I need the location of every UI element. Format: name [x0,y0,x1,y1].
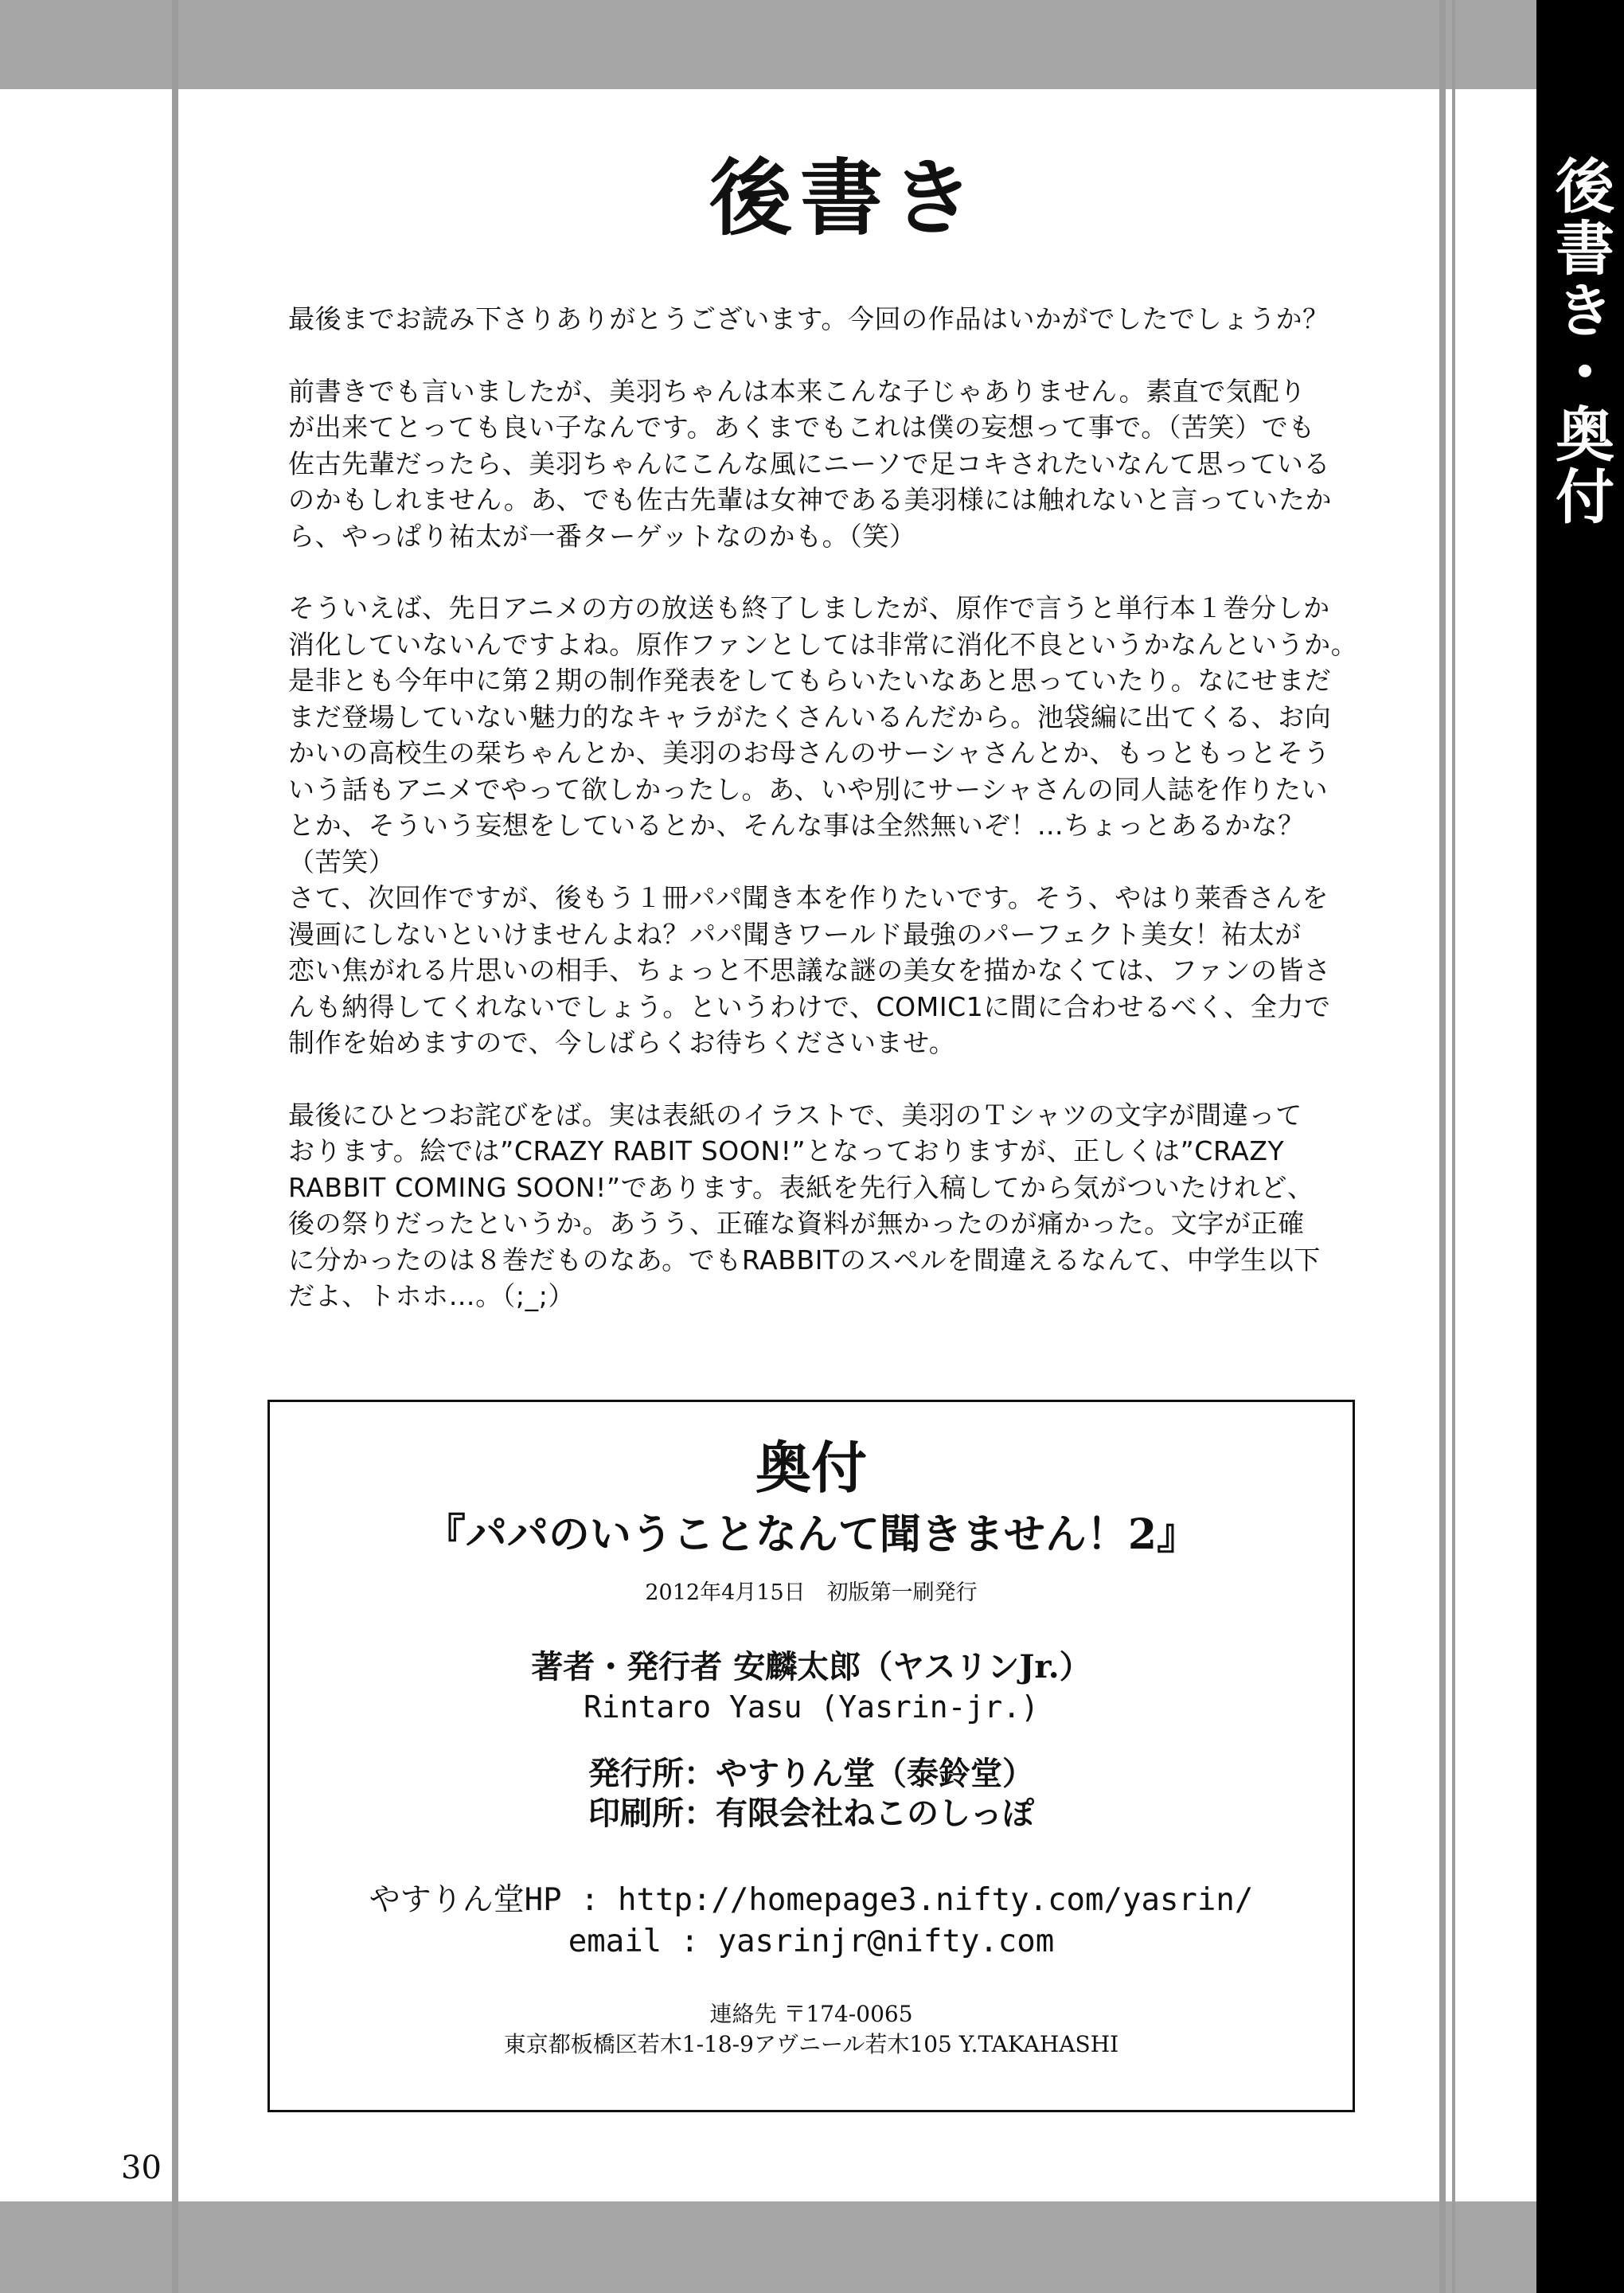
printer-line: 印刷所：有限会社ねこのしっぽ [588,1795,1034,1832]
text-line: おります。絵では”CRAZY RABIT SOON!”となっておりますが、正しくは”CRAZY [288,1135,1285,1166]
colophon-heading: 奥付 [755,1435,867,1501]
afterword-title: 後書き [709,150,982,247]
afterword-paragraph [288,301,1329,338]
afterword-paragraph [288,373,1333,555]
right-margin-rule-outer [1452,0,1455,2293]
address-line: 東京都板橋区若木1-18-9アヴニール若木105 Y.TAKAHASHI [503,2031,1119,2057]
publisher-line: 発行所：やすりん堂（泰鈴堂） [588,1755,1034,1792]
text-line: 是非とも今年中に第２期の制作発表をしてもらいたいなあと思っていたり。なにせまだ [288,665,1332,696]
text-line: そういえば、先日アニメの方の放送も終了しましたが、原作で言うと単行本１巻分しか [288,592,1330,623]
text-line: とか、そういう妄想をしているとか、そんな事は全然無いぞ！…ちょっとあるかな？ [288,810,1305,841]
text-line: かいの高校生の栞ちゃんとか、美羽のお母さんのサーシャさんとか、もっともっとそう [288,737,1331,768]
text-line: 最後までお読み下さりありがとうございます。今回の作品はいかがでしたでしょうか？ [288,303,1329,334]
author-romaji: Rintaro Yasu (Yasrin-jr.) [584,1689,1039,1725]
text-line: 制作を始めますので、今しばらくお待ちくださいませ。 [288,1027,956,1058]
text-line: 恋い焦がれる片思いの相手、ちょっと不思議な謎の美女を描かなくては、ファンの皆さ [288,955,1331,986]
colophon-box [267,1400,1355,2112]
text-line: んも納得してくれないでしょう。というわけで、COMIC1に間に合わせるべく、全力で [288,990,1331,1022]
text-line: だよ、トホホ…。（;_;） [288,1280,576,1311]
page-number: 30 [121,2150,162,2186]
book-title: 『パパのいうことなんて聞きません！2』 [424,1510,1199,1559]
afterword-body [288,301,1358,1350]
text-line: 前書きでも言いましたが、美羽ちゃんは本来こんな子じゃありません。素直で気配り [288,375,1306,407]
text-line: 消化していないんですよね。原作ファンとしては非常に消化不良というかなんというか。 [288,628,1358,660]
afterword-paragraph [288,880,1331,1061]
text-line: に分かったのは８巻だものなあ。でもRABBITのスペルを間違えるなんて、中学生以下 [288,1244,1321,1275]
publication-date: 2012年4月15日 初版第一刷発行 [645,1580,978,1605]
text-line: 最後にひとつお詫びをば。実は表紙のイラストで、美羽のＴシャツの文字が間違って [288,1099,1302,1131]
text-line: （苦笑） [288,846,396,877]
side-tab [1536,0,1624,2293]
right-margin-rule-inner [1439,0,1446,2293]
homepage-line: やすりん堂HP : http://homepage3.nifty.com/yasrin/ [369,1882,1254,1918]
side-tab-label: 後書き・奥付 [1546,155,1614,528]
text-line: 漫画にしないといけませんよね？パパ聞きワールド最強のパーフェクト美女！祐太が [288,918,1302,950]
author-line: 著者・発行者 安麟太郎（ヤスリンJr.） [531,1648,1091,1686]
text-line: 佐古先輩だったら、美羽ちゃんにこんな風にニーソで足コキされたいなんて思っている [288,447,1331,479]
afterword-paragraph [288,590,1358,880]
text-line: 後の祭りだったというか。あうう、正確な資料が無かったのが痛かった。文字が正確 [288,1208,1305,1239]
text-line: が出来てとっても良い子なんです。あくまでもこれは僕の妄想って事で。（苦笑）でも [288,412,1315,443]
text-line: のかもしれません。あ、でも佐古先輩は女神である美羽様には触れないと言っていたか [288,484,1333,515]
bottom-gray-band [0,2201,1536,2293]
top-gray-band [0,0,1536,89]
text-line: ら、やっぱり祐太が一番ターゲットなのかも。（笑） [288,520,916,552]
contact-line: 連絡先 〒174-0065 [709,2001,913,2027]
left-margin-rule [172,0,178,2293]
text-line: さて、次回作ですが、後もう１冊パパ聞き本を作りたいです。そう、やはり莱香さんを [288,882,1329,913]
afterword-paragraph [288,1097,1321,1314]
email-line: email : yasrinjr@nifty.com [568,1924,1055,1959]
text-line: いう話もアニメでやって欲しかったし。あ、いや別にサーシャさんの同人誌を作りたい [288,773,1329,805]
text-line: まだ登場していない魅力的なキャラがたくさんいるんだから。池袋編に出てくる、お向 [288,701,1332,732]
text-line: RABBIT COMING SOON!”であります。表紙を先行入稿してから気がついたけれど、 [288,1171,1314,1203]
